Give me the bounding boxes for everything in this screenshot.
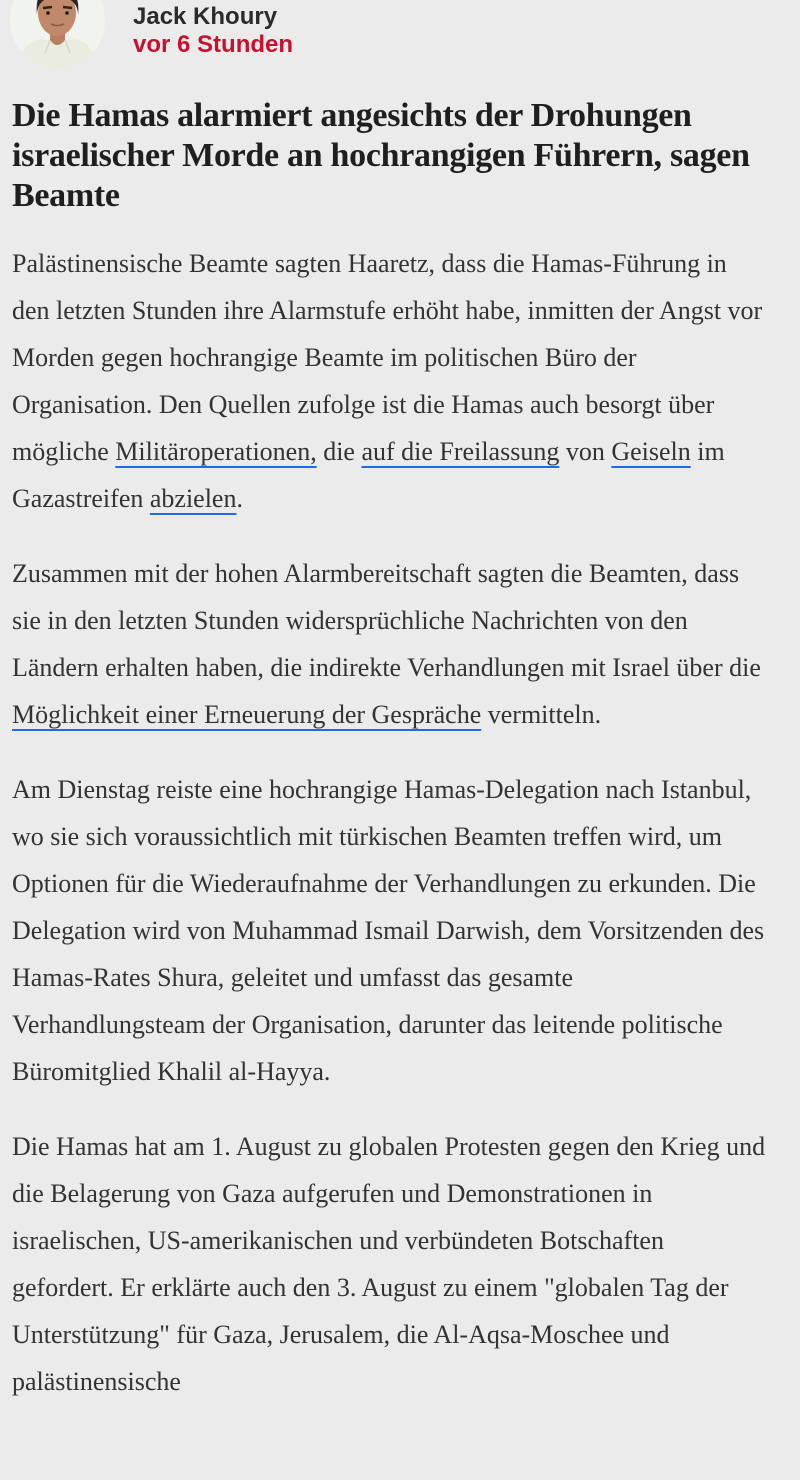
article-paragraph bbox=[12, 766, 770, 1095]
article-paragraph bbox=[12, 240, 770, 522]
paragraph-text: Palästinensische Beamte sagten Haaretz, dass die Hamas-Führung in den letzten Stunden ihre Alarmstufe erhöht habe, inmitten der Angst vor Morden gegen hochrangige Beamte im politischen Büro der Organisation. Den Quellen zufolge ist die Hamas auch besorgt über mögliche bbox=[12, 249, 763, 466]
paragraph-text: vermitteln. bbox=[481, 700, 602, 729]
article-body bbox=[12, 240, 770, 1405]
paragraph-text: von bbox=[559, 437, 612, 466]
inline-text-link[interactable]: auf die Freilassung bbox=[361, 437, 560, 466]
inline-text-link[interactable]: Möglichkeit einer Erneuerung der Gespräche bbox=[12, 700, 482, 729]
paragraph-text: im Gazastreifen bbox=[12, 437, 725, 513]
inline-text-link[interactable]: Militäroperationen, bbox=[115, 437, 317, 466]
byline-text bbox=[133, 0, 293, 59]
author-name-link[interactable]: Jack Khoury bbox=[133, 3, 278, 30]
article-timestamp: vor 6 Stunden bbox=[133, 31, 294, 58]
author-photo bbox=[10, 0, 105, 68]
article-headline: Die Hamas alarmiert angesichts der Drohungen israelischer Morde an hochrangigen Führern, sagen Beamte bbox=[12, 97, 750, 214]
inline-text-link[interactable]: Geiseln bbox=[611, 437, 691, 466]
paragraph-text: Zusammen mit der hohen Alarmbereitschaft sagten die Beamten, dass sie in den letzten Stunden widersprüchliche Nachrichten von den Ländern erhalten haben, die indirekte Verhandlungen mit Israel über die bbox=[12, 559, 761, 682]
paragraph-text: Am Dienstag reiste eine hochrangige Hamas-Delegation nach Istanbul, wo sie sich voraussichtlich mit türkischen Beamten treffen wird, um Optionen für die Wiederaufnahme der Verhandlungen zu erkunden. Die Delegation wird von Muhammad Ismail Darwish, dem Vorsitzenden des Hamas-Rates Shura, geleitet und umfasst das gesamte Verhandlungsteam der Organisation, darunter das leitende politische Büromitglied Khalil al-Hayya. bbox=[12, 775, 765, 1086]
paragraph-text: die bbox=[316, 437, 362, 466]
author-avatar[interactable] bbox=[10, 0, 105, 68]
inline-text-link[interactable]: abzielen bbox=[149, 484, 237, 513]
paragraph-text: . bbox=[236, 484, 243, 513]
article-paragraph bbox=[12, 550, 770, 738]
byline-header bbox=[12, 0, 778, 68]
paragraph-text: Die Hamas hat am 1. August zu globalen Protesten gegen den Krieg und die Belagerung von Gaza aufgerufen und Demonstrationen in israelischen, US-amerikanischen und verbündeten Botschaften gefordert. Er erklärte auch den 3. August zu einem "globalen Tag der Unterstützung" für Gaza, Jerusalem, die Al-Aqsa-Moschee und palästinensische bbox=[12, 1132, 766, 1396]
article-paragraph bbox=[12, 1123, 770, 1405]
